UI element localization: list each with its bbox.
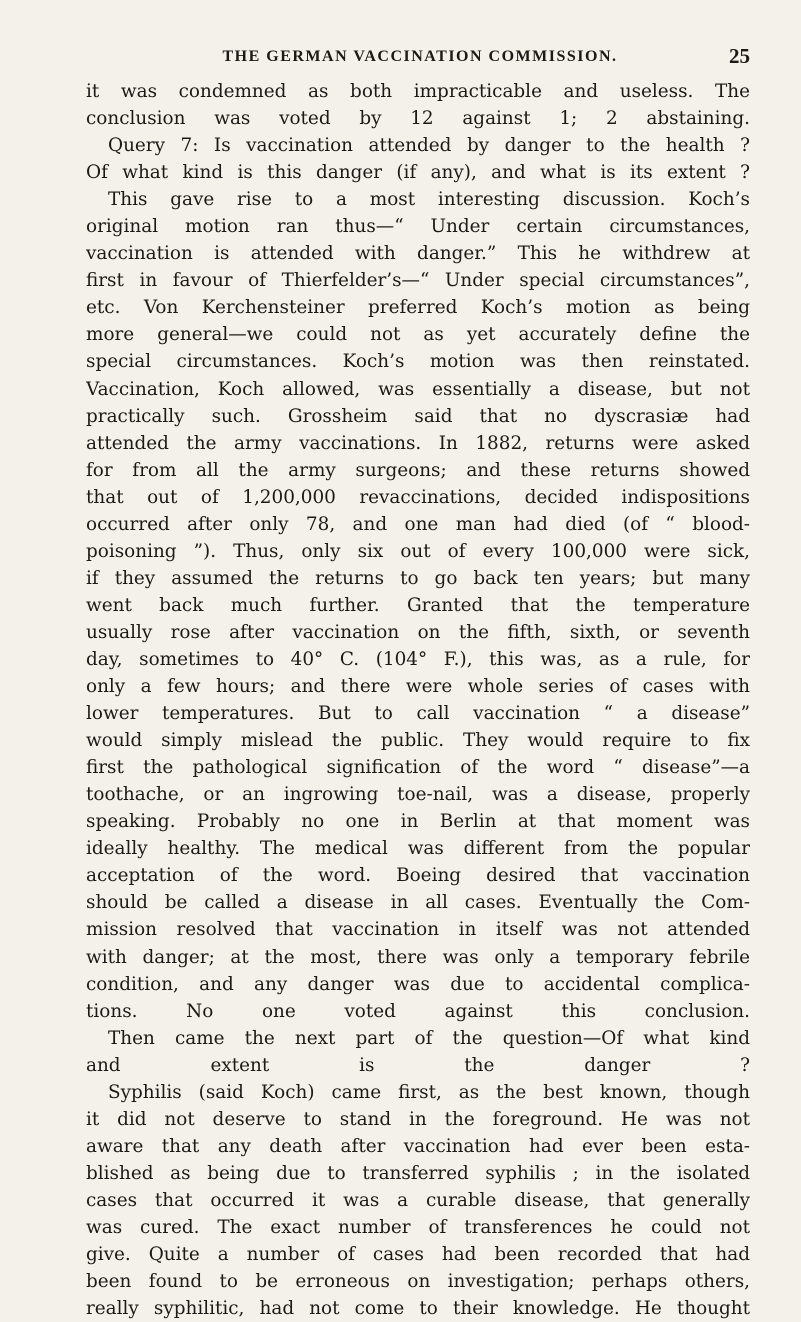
text-line: vaccination is attended with danger.” This he withdrew at [86, 243, 750, 265]
text-line: acceptation of the word. Boeing desired that vaccination [86, 865, 750, 887]
running-head [90, 44, 750, 72]
text-line: more general—we could not as yet accurately define the [86, 324, 750, 346]
text-line: been found to be erroneous on investigation; perhaps others, [86, 1271, 750, 1293]
text-line: blished as being due to transferred syphilis ; in the isolated [86, 1162, 750, 1184]
text-line: really syphilitic, had not come to their knowledge. He thought [86, 1298, 750, 1320]
text-line: aware that any death after vaccination had ever been esta- [86, 1135, 750, 1157]
text-line: should be called a disease in all cases. Eventually the Com- [86, 892, 750, 914]
text-line: mission resolved that vaccination in itself was not attended [86, 919, 750, 941]
text-line: occurred after only 78, and one man had died (of “ blood- [86, 513, 750, 535]
text-line: that out of 1,200,000 revaccinations, decided indispositions [86, 486, 750, 508]
text-line: special circumstances. Koch’s motion was then reinstated. [86, 351, 750, 373]
text-line: lower temperatures. But to call vaccination “ a disease” [86, 703, 750, 725]
text-line: usually rose after vaccination on the fifth, sixth, or seventh [86, 621, 750, 643]
text-line: toothache, or an ingrowing toe-nail, was a disease, properly [86, 784, 750, 806]
text-line: went back much further. Granted that the temperature [86, 594, 750, 616]
text-line: give. Quite a number of cases had been recorded that had [86, 1244, 750, 1266]
text-line: first the pathological signification of the word “ disease”—a [86, 757, 750, 779]
text-line: if they assumed the returns to go back ten years; but many [86, 567, 750, 589]
text-line: was cured. The exact number of transferences he could not [86, 1216, 750, 1238]
text-line: Vaccination, Koch allowed, was essentially a disease, but not [86, 378, 750, 400]
text-line: condition, and any danger was due to accidental complica- [86, 973, 750, 995]
text-line: Of what kind is this danger (if any), and what is its extent ? [86, 162, 750, 184]
text-line: cases that occurred it was a curable disease, that generally [86, 1189, 750, 1211]
text-line: Then came the next part of the question—Of what kind [108, 1027, 750, 1049]
text-line: attended the army vaccinations. In 1882, returns were asked [86, 432, 750, 454]
text-line: conclusion was voted by 12 against 1; 2 abstaining. [86, 108, 750, 130]
text-line: Query 7: Is vaccination attended by danger to the health ? [108, 135, 750, 157]
text-line: day, sometimes to 40° C. (104° F.), this was, as a rule, for [86, 648, 750, 670]
text-line: only a few hours; and there were whole series of cases with [86, 676, 750, 698]
body-text [86, 78, 750, 1322]
text-line: with danger; at the most, there was only a temporary febrile [86, 946, 750, 968]
text-line: This gave rise to a most interesting discussion. Koch’s [108, 189, 750, 211]
page-number: 25 [729, 44, 750, 68]
text-line: for from all the army surgeons; and these returns showed [86, 459, 750, 481]
text-line: and extent is the danger ? [86, 1054, 750, 1076]
text-line: it did not deserve to stand in the foreground. He was not [86, 1108, 750, 1130]
text-line: would simply mislead the public. They would require to fix [86, 730, 750, 752]
text-line: etc. Von Kerchensteiner preferred Koch’s motion as being [86, 297, 750, 319]
text-line: Syphilis (said Koch) came first, as the best known, though [108, 1081, 750, 1103]
running-title: THE GERMAN VACCINATION COMMISSION. [222, 48, 618, 65]
text-line: first in favour of Thierfelder’s—“ Under special circumstances”, [86, 270, 750, 292]
text-line: poisoning ”). Thus, only six out of every 100,000 were sick, [86, 540, 750, 562]
text-line: ideally healthy. The medical was different from the popular [86, 838, 750, 860]
text-line: original motion ran thus—“ Under certain circumstances, [86, 216, 750, 238]
text-line: speaking. Probably no one in Berlin at that moment was [86, 811, 750, 833]
text-line: practically such. Grossheim said that no dyscrasiæ had [86, 405, 750, 427]
text-line: tions. No one voted against this conclusion. [86, 1000, 750, 1022]
text-line: it was condemned as both impracticable and useless. The [86, 81, 750, 102]
